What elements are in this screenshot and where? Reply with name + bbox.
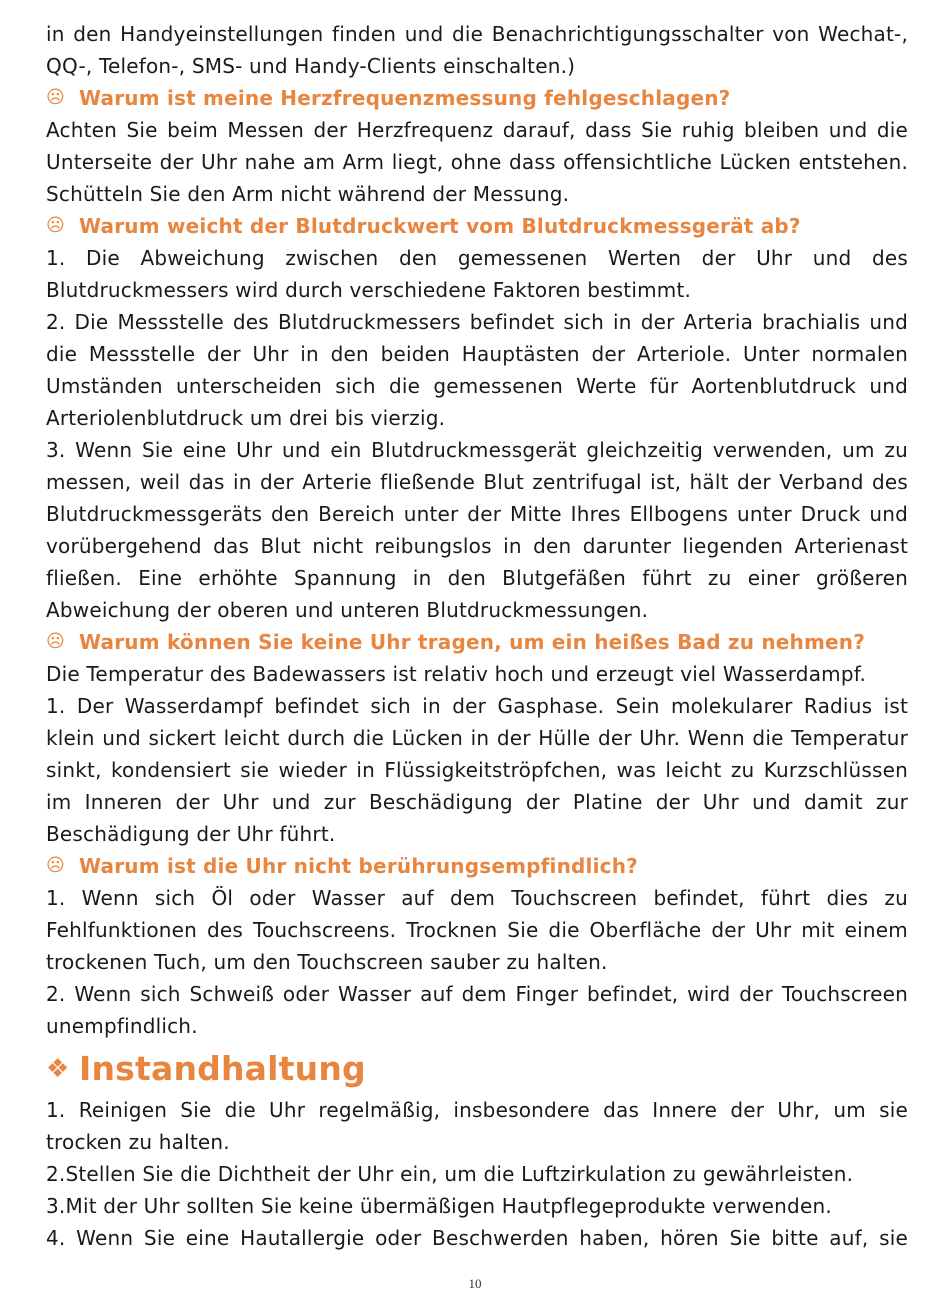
faq-question [46,626,908,658]
page-number: 10 [468,1276,482,1291]
sad-face-icon: ☹ [46,87,65,108]
faq-answer: 1. Der Wasserdampf befindet sich in der Gasphase. Sein molekularer Radius ist klein und sickert leicht durch die Lücken in der Hülle der Uhr. Wenn die Temperatur sinkt, kondensiert sie wieder in Flüssigkeitströpfchen, was leicht zu Kurzschlüssen im Inneren der Uhr und zur Beschädigung der Platine der Uhr und damit zur Beschädigung der Uhr führt. [46,694,908,846]
faq-question-text: Warum können Sie keine Uhr tragen, um ein heißes Bad zu nehmen? [79,630,866,654]
faq-answer: 2. Die Messstelle des Blutdruckmessers befindet sich in der Arteria brachialis und die Messstelle der Uhr in den beiden Hauptästen der Arteriole. Unter normalen Umständen unterscheiden sich die gemessenen Werte für Aortenblutdruck und Arteriolenblutdruck um drei bis vierzig. [46,310,908,430]
sad-face-icon: ☹ [46,215,65,236]
faq-question [46,210,908,242]
maintenance-item: 2.Stellen Sie die Dichtheit der Uhr ein, um die Luftzirkulation zu gewährleisten. [46,1162,854,1186]
faq-question-text: Warum weicht der Blutdruckwert vom Blutdruckmessgerät ab? [79,214,801,238]
faq-answer: 1. Die Abweichung zwischen den gemessenen Werten der Uhr und des Blutdruckmessers wird durch verschiedene Faktoren bestimmt. [46,246,908,302]
section-heading [46,1044,908,1094]
faq-question [46,850,908,882]
faq-question [46,82,908,114]
diamond-bullet-icon: ❖ [46,1054,70,1084]
section-title: Instandhaltung [79,1049,366,1088]
faq-answer: Die Temperatur des Badewassers ist relativ hoch und erzeugt viel Wasserdampf. [46,662,867,686]
document-page [46,18,908,1254]
sad-face-icon: ☹ [46,855,65,876]
maintenance-item: 4. Wenn Sie eine Hautallergie oder Beschwerden haben, hören Sie bitte auf, sie [46,1226,908,1250]
sad-face-icon: ☹ [46,631,65,652]
intro-paragraph: in den Handyeinstellungen finden und die Benachrichtigungsschalter von Wechat-, QQ-, Telefon-, SMS- und Handy-Clients einschalten.) [46,22,908,78]
faq-question-text: Warum ist die Uhr nicht berührungsempfindlich? [79,854,638,878]
faq-answer: 2. Wenn sich Schweiß oder Wasser auf dem Finger befindet, wird der Touchscreen unempfindlich. [46,982,908,1038]
faq-answer: 1. Wenn sich Öl oder Wasser auf dem Touchscreen befindet, führt dies zu Fehlfunktionen des Touchscreens. Trocknen Sie die Oberfläche der Uhr mit einem trockenen Tuch, um den Touchscreen sauber zu halten. [46,886,908,974]
faq-answer: 3. Wenn Sie eine Uhr und ein Blutdruckmessgerät gleichzeitig verwenden, um zu messen, weil das in der Arterie fließende Blut zentrifugal ist, hält der Verband des Blutdruckmessgeräts den Bereich unter der Mitte Ihres Ellbogens unter Druck und vorübergehend das Blut nicht reibungslos in den darunter liegenden Arterienast fließen. Eine erhöhte Spannung in den Blutgefäßen führt zu einer größeren Abweichung der oberen und unteren Blutdruckmessungen. [46,438,908,622]
faq-answer: Achten Sie beim Messen der Herzfrequenz darauf, dass Sie ruhig bleiben und die Unterseite der Uhr nahe am Arm liegt, ohne dass offensichtliche Lücken entstehen. Schütteln Sie den Arm nicht während der Messung. [46,118,908,206]
maintenance-item: 3.Mit der Uhr sollten Sie keine übermäßigen Hautpflegeprodukte verwenden. [46,1194,832,1218]
faq-question-text: Warum ist meine Herzfrequenzmessung fehlgeschlagen? [79,86,731,110]
maintenance-item: 1. Reinigen Sie die Uhr regelmäßig, insbesondere das Innere der Uhr, um sie trocken zu halten. [46,1098,908,1154]
